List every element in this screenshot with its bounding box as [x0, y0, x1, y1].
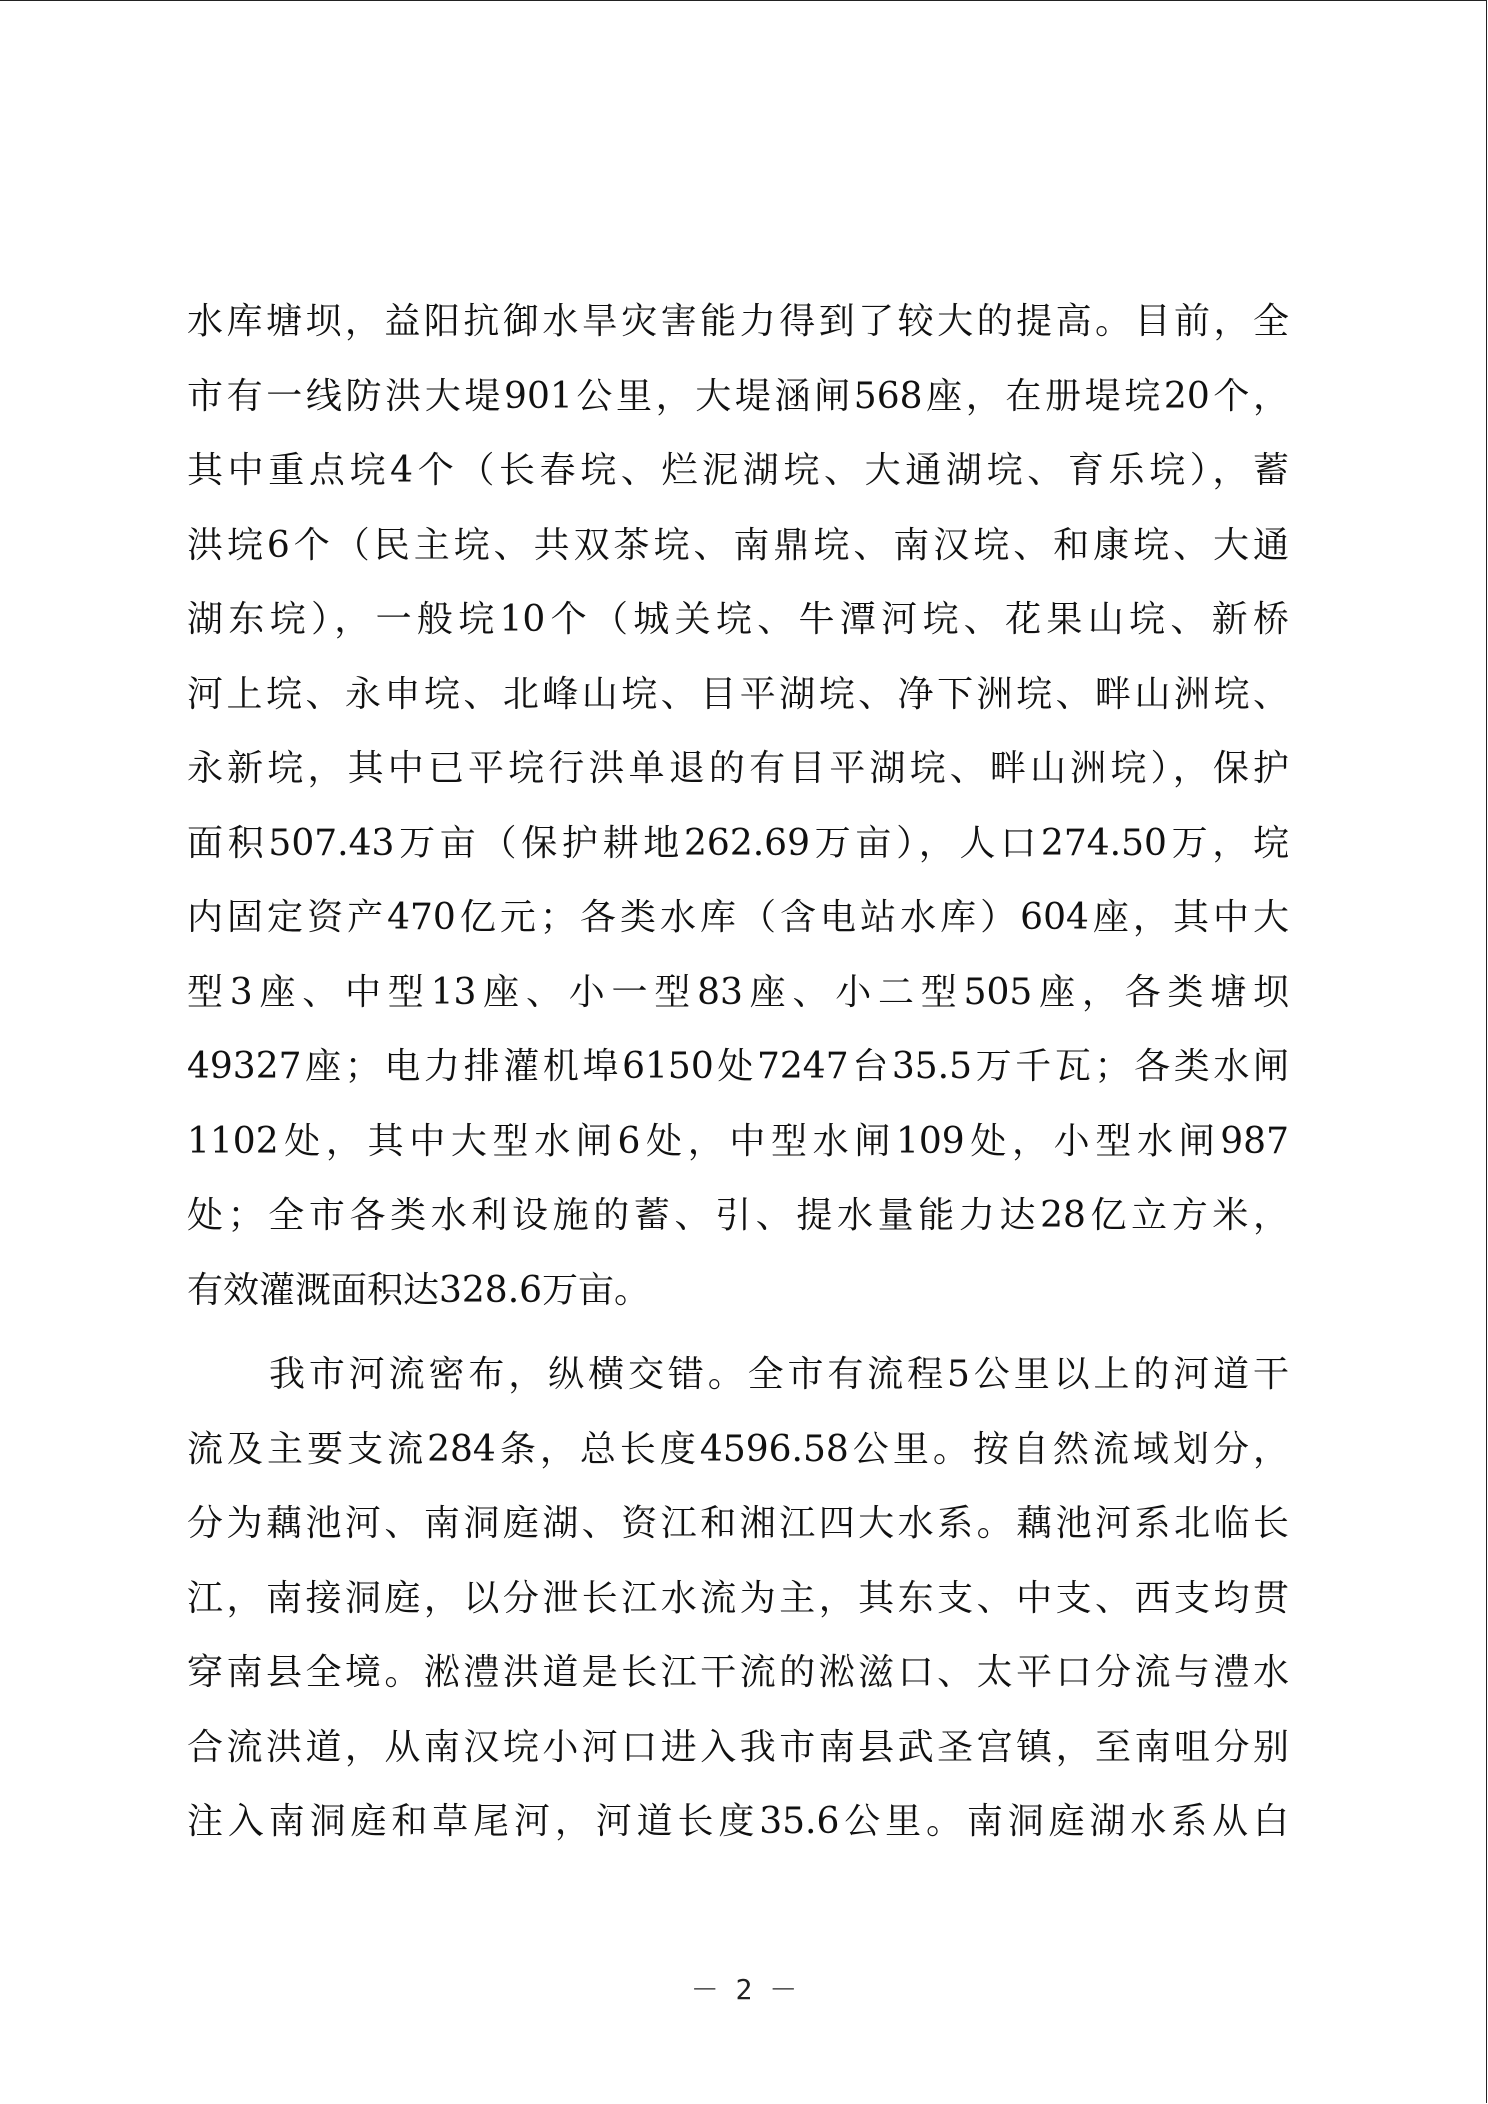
document-body: [187, 285, 1289, 1860]
text-line: 河上垸、永申垸、北峰山垸、目平湖垸、净下洲垸、畔山洲垸、: [187, 673, 1289, 715]
page-number: － 2 －: [690, 1973, 798, 2006]
text-line: 流及主要支流284条，总长度4596.58公里。按自然流域划分，: [187, 1428, 1289, 1470]
text-line: 我市河流密布，纵横交错。全市有流程5公里以上的河道干: [269, 1354, 1289, 1395]
text-line: 型3座、中型13座、小一型83座、小二型505座，各类塘坝: [187, 971, 1289, 1013]
text-line: 其中重点垸4个（长春垸、烂泥湖垸、大通湖垸、育乐垸），蓄: [187, 450, 1289, 491]
text-line: 分为藕池河、南洞庭湖、资江和湘江四大水系。藕池河系北临长: [187, 1503, 1289, 1544]
text-line: 市有一线防洪大堤901公里，大堤涵闸568座，在册堤垸20个，: [187, 375, 1289, 417]
text-line: 内固定资产470亿元；各类水库（含电站水库）604座，其中大: [187, 897, 1289, 938]
text-line: 江，南接洞庭，以分泄长江水流为主，其东支、中支、西支均贯: [187, 1577, 1289, 1619]
text-line: 水库塘坝，益阳抗御水旱灾害能力得到了较大的提高。目前，全: [187, 301, 1289, 342]
text-line: 合流洪道，从南汉垸小河口进入我市南县武圣宫镇，至南咀分别: [187, 1726, 1289, 1768]
text-line: 永新垸，其中已平垸行洪单退的有目平湖垸、畔山洲垸），保护: [187, 748, 1289, 789]
text-line: 1102处，其中大型水闸6处，中型水闸109处，小型水闸987: [187, 1120, 1289, 1162]
text-line: 面积507.43万亩（保护耕地262.69万亩），人口274.50万，垸: [187, 822, 1289, 864]
text-line: 处；全市各类水利设施的蓄、引、提水量能力达28亿立方米，: [187, 1195, 1289, 1236]
text-line: 穿南县全境。淞澧洪道是长江干流的淞滋口、太平口分流与澧水: [187, 1652, 1289, 1693]
text-line: 注入南洞庭和草尾河，河道长度35.6公里。南洞庭湖水系从白: [187, 1801, 1289, 1842]
text-line: 49327座；电力排灌机埠6150处7247台35.5万千瓦；各类水闸: [187, 1046, 1289, 1087]
text-line: 洪垸6个（民主垸、共双茶垸、南鼎垸、南汉垸、和康垸、大通: [187, 524, 1289, 566]
paragraph: [187, 285, 1289, 1328]
text-line: 有效灌溉面积达328.6万亩。: [187, 1269, 651, 1311]
paragraph-gap: [187, 1328, 1289, 1338]
paragraph: [187, 1338, 1289, 1860]
text-line: 湖东垸），一般垸10个（城关垸、牛潭河垸、花果山垸、新桥: [187, 599, 1289, 640]
